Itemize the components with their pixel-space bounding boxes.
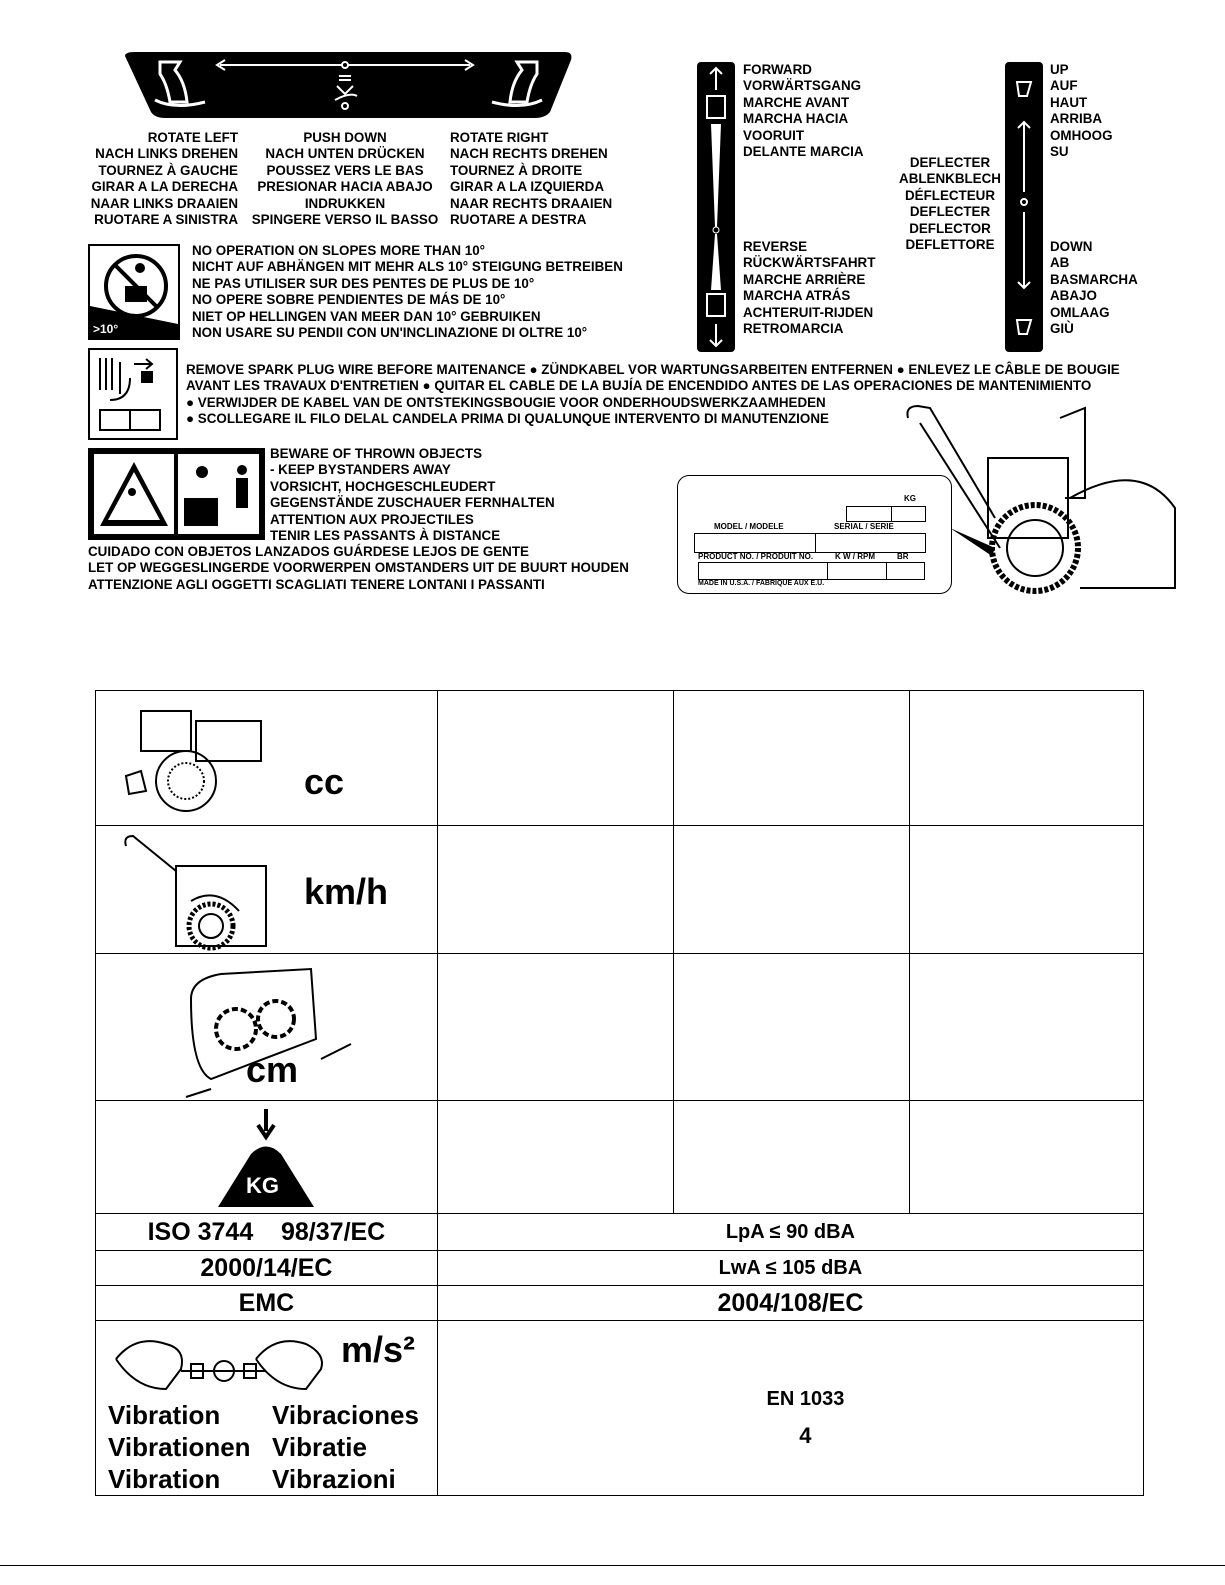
text-line: FORWARD: [743, 62, 812, 77]
vibration-value: 4: [799, 1422, 812, 1448]
table-row-speed: [96, 826, 1144, 954]
value-cell: [437, 954, 673, 1101]
kg-label: KG: [904, 494, 916, 503]
text-line: SU: [1050, 144, 1069, 160]
slope-warning-text: [192, 243, 623, 341]
text-line: REMOVE SPARK PLUG WIRE BEFORE MAITENANCE ● ZÜNDKABEL VOR WARTUNGSARBEITEN ENTFERNEN ● ENLEVEZ LE CÂBLE DE BOUGIE: [186, 362, 1120, 377]
text-line: NACH RECHTS DREHEN: [450, 146, 608, 162]
vibration-cell: [96, 1321, 438, 1496]
text-line: AUF: [1050, 78, 1078, 94]
text-line: NIET OP HELLINGEN VAN MEER DAN 10° GEBRUIKEN: [192, 308, 541, 324]
thrown-objects-text: [270, 446, 555, 544]
text-line: RÜCKWÄRTSFAHRT: [743, 255, 876, 271]
text-line: TOURNEZ À GAUCHE: [98, 162, 238, 178]
product-label: PRODUCT NO. / PRODUIT NO.: [698, 552, 814, 561]
rotate-right-text: [450, 130, 612, 228]
text-line: DÉFLECTEUR: [904, 187, 995, 203]
emc-directive: 2004/108/EC: [437, 1286, 1143, 1321]
table-row-width: [96, 954, 1144, 1101]
text-line: ATTENZIONE AGLI OGGETTI SCAGLIATI TENERE LONTANI I PASSANTI: [88, 576, 545, 592]
vibration-hands-icon: [106, 1329, 336, 1399]
speed-unit: km/h: [304, 871, 389, 912]
text-line: GEGENSTÄNDE ZUSCHAUER FERNHALTEN: [270, 495, 555, 511]
value-cell: [910, 1101, 1144, 1214]
text-line: DOWN: [1050, 239, 1093, 254]
text-line: ● VERWIJDER DE KABEL VAN DE ONTSTEKINGSBOUGIE VOOR ONDERHOUDSWERKZAAMHEDEN: [186, 394, 826, 410]
text-line: NAAR LINKS DRAAIEN: [90, 195, 238, 211]
value-cell: [673, 826, 910, 954]
text-line: MARCHA ATRÁS: [743, 288, 851, 304]
text-line: NACH UNTEN DRÜCKEN: [265, 146, 425, 162]
vibration-standard: EN 1033: [766, 1387, 845, 1410]
text-line: DEFLECTER: [909, 204, 991, 220]
text-line: NICHT AUF ABHÄNGEN MIT MEHR ALS 10° STEIGUNG BETREIBEN: [192, 259, 623, 275]
text-line: DEFLETTORE: [905, 237, 995, 253]
up-text: [1050, 62, 1113, 160]
width-unit: cm: [246, 1049, 299, 1090]
vibration-word: Vibratie: [272, 1432, 367, 1462]
model-label: MODEL / MODELE: [714, 522, 784, 531]
rotate-left-text: [60, 130, 238, 228]
vibration-word: Vibraciones: [272, 1400, 419, 1430]
lpa-value: LpA ≤ 90 dBA: [437, 1214, 1143, 1251]
text-line: - KEEP BYSTANDERS AWAY: [270, 462, 451, 478]
text-line: DELANTE MARCIA: [743, 144, 864, 160]
serial-label: SERIAL / SERIE: [834, 522, 894, 531]
value-cell: [910, 954, 1144, 1101]
product-field: [698, 562, 925, 580]
text-line: PRESIONAR HACIA ABAJO: [257, 179, 433, 195]
vibration-word: Vibrationen: [108, 1432, 251, 1462]
text-line: UP: [1050, 62, 1069, 77]
text-line: ACHTERUIT-RIJDEN: [743, 304, 874, 320]
thrown-objects-icon: [88, 448, 265, 540]
text-line: REVERSE: [743, 239, 807, 254]
text-line: ROTATE RIGHT: [450, 130, 549, 145]
engine-cell: [96, 691, 438, 826]
deflector-control-decal: [1005, 62, 1043, 352]
text-line: TOURNEZ À DROITE: [450, 162, 583, 178]
value-cell: [437, 691, 673, 826]
text-line: OMHOOG: [1050, 127, 1113, 143]
vibration-word: Vibration: [108, 1400, 221, 1430]
reverse-text: [743, 239, 875, 337]
spec-table: [95, 690, 1144, 1496]
text-line: PUSH DOWN: [303, 130, 387, 145]
speed-cell: [96, 826, 438, 954]
text-line: LET OP WEGGESLINGERDE VOORWERPEN OMSTANDERS UIT DE BUURT HOUDEN: [88, 560, 629, 576]
value-cell: [437, 1101, 673, 1214]
engine-unit: cc: [304, 761, 345, 802]
text-line: MARCHE ARRIÈRE: [743, 271, 866, 287]
text-line: GIRAR A LA DERECHA: [91, 179, 238, 195]
text-line: NO OPERATION ON SLOPES MORE THAN 10°: [192, 243, 486, 258]
text-line: RUOTARE A SINISTRA: [94, 212, 238, 228]
text-line: RETROMARCIA: [743, 321, 844, 337]
table-row-vibration: [96, 1321, 1144, 1496]
text-line: POUSSEZ VERS LE BAS: [266, 162, 424, 178]
text-line: HAUT: [1050, 94, 1088, 110]
snowblower-speed-icon: [121, 831, 271, 951]
text-line: ABLENKBLECH: [899, 171, 1001, 187]
text-line: VORWÄRTSGANG: [743, 78, 862, 94]
text-line: INDRUKKEN: [304, 195, 386, 211]
kg-field: [846, 506, 926, 522]
weight-unit: KG: [246, 1173, 279, 1198]
noise-directive: 2000/14/EC: [96, 1251, 438, 1286]
vibration-unit: m/s²: [341, 1329, 416, 1370]
text-line: GIRAR A LA IZQUIERDA: [450, 179, 604, 195]
value-cell: [910, 691, 1144, 826]
vibration-words-right: [272, 1399, 419, 1495]
text-line: ARRIBA: [1050, 111, 1103, 127]
text-line: NAAR RECHTS DRAAIEN: [450, 195, 613, 211]
thrown-objects-text-long: [88, 544, 629, 593]
slope-angle-label: >10°: [93, 322, 119, 336]
value-cell: [673, 1101, 910, 1214]
kw-rpm-label: K W / RPM: [835, 552, 875, 561]
lwa-value: LwA ≤ 105 dBA: [437, 1251, 1143, 1286]
model-serial-field: [694, 533, 926, 553]
deflector-text: [880, 155, 1020, 253]
br-label: BR: [897, 552, 909, 561]
text-line: BEWARE OF THROWN OBJECTS: [270, 446, 483, 461]
text-line: NACH LINKS DREHEN: [95, 146, 238, 162]
engine-icon: [121, 696, 271, 821]
table-row-engine: [96, 691, 1144, 826]
made-in-label: MADE IN U.S.A. / FABRIQUE AUX E.U.: [698, 580, 825, 587]
text-line: NON USARE SU PENDII CON UN'INCLINAZIONE DI OLTRE 10°: [192, 325, 588, 341]
value-cell: [437, 826, 673, 954]
text-line: CUIDADO CON OBJETOS LANZADOS GUÁRDESE LEJOS DE GENTE: [88, 544, 529, 559]
text-line: DEFLECTER: [909, 155, 991, 170]
text-line: VORSICHT, HOCHGESCHLEUDERT: [270, 478, 496, 494]
table-row-noise: [96, 1251, 1144, 1286]
table-row-iso: [96, 1214, 1144, 1251]
page-bottom-rule: [0, 1565, 1225, 1566]
value-cell: [910, 826, 1144, 954]
weight-cell: [96, 1101, 438, 1214]
text-line: ● SCOLLEGARE IL FILO DELAL CANDELA PRIMA DI QUALUNQUE INTERVENTO DI MANUTENZIONE: [186, 411, 829, 427]
text-line: ATTENTION AUX PROJECTILES: [270, 511, 474, 527]
text-line: OMLAAG: [1050, 304, 1110, 320]
text-line: GIÙ: [1050, 321, 1074, 337]
chute-control-decal: [125, 52, 573, 120]
text-line: MARCHA HACIA: [743, 111, 849, 127]
drive-control-decal: [697, 62, 735, 352]
forward-text: [743, 62, 864, 160]
spark-plug-icon: [88, 348, 178, 440]
down-text: [1050, 239, 1138, 337]
text-line: NO OPERE SOBRE PENDIENTES DE MÁS DE 10°: [192, 292, 506, 308]
value-cell: [673, 691, 910, 826]
vibration-word: Vibrazioni: [272, 1464, 396, 1494]
text-line: MARCHE AVANT: [743, 94, 850, 110]
text-line: AVANT LES TRAVAUX D'ENTRETIEN ● QUITAR EL CABLE DE LA BUJÍA DE ENCENDIDO ANTES DE LAS OPERACIONES DE MANTENIMIENTO: [186, 378, 1092, 394]
push-down-text: [245, 130, 445, 228]
slope-warning-icon: [88, 244, 180, 340]
text-line: SPINGERE VERSO IL BASSO: [251, 212, 439, 228]
value-cell: [673, 954, 910, 1101]
text-line: ABAJO: [1050, 288, 1097, 304]
text-line: AB: [1050, 255, 1070, 271]
text-line: BASMARCHA: [1050, 271, 1138, 287]
text-line: ROTATE LEFT: [147, 130, 238, 145]
vibration-value-cell: [437, 1321, 1143, 1496]
vibration-words-left: [108, 1399, 251, 1495]
vibration-word: Vibration: [108, 1464, 221, 1494]
text-line: NE PAS UTILISER SUR DES PENTES DE PLUS DE 10°: [192, 275, 535, 291]
table-row-weight: [96, 1101, 1144, 1214]
text-line: RUOTARE A DESTRA: [450, 212, 587, 228]
text-line: VOORUIT: [743, 127, 805, 143]
iso-standard: ISO 3744 98/37/EC: [96, 1214, 438, 1251]
width-cell: [96, 954, 438, 1101]
emc-label: EMC: [96, 1286, 438, 1321]
table-row-emc: [96, 1286, 1144, 1321]
text-line: TENIR LES PASSANTS À DISTANCE: [270, 528, 501, 544]
id-plate-diagram: [677, 475, 952, 594]
text-line: DEFLECTOR: [909, 220, 991, 236]
